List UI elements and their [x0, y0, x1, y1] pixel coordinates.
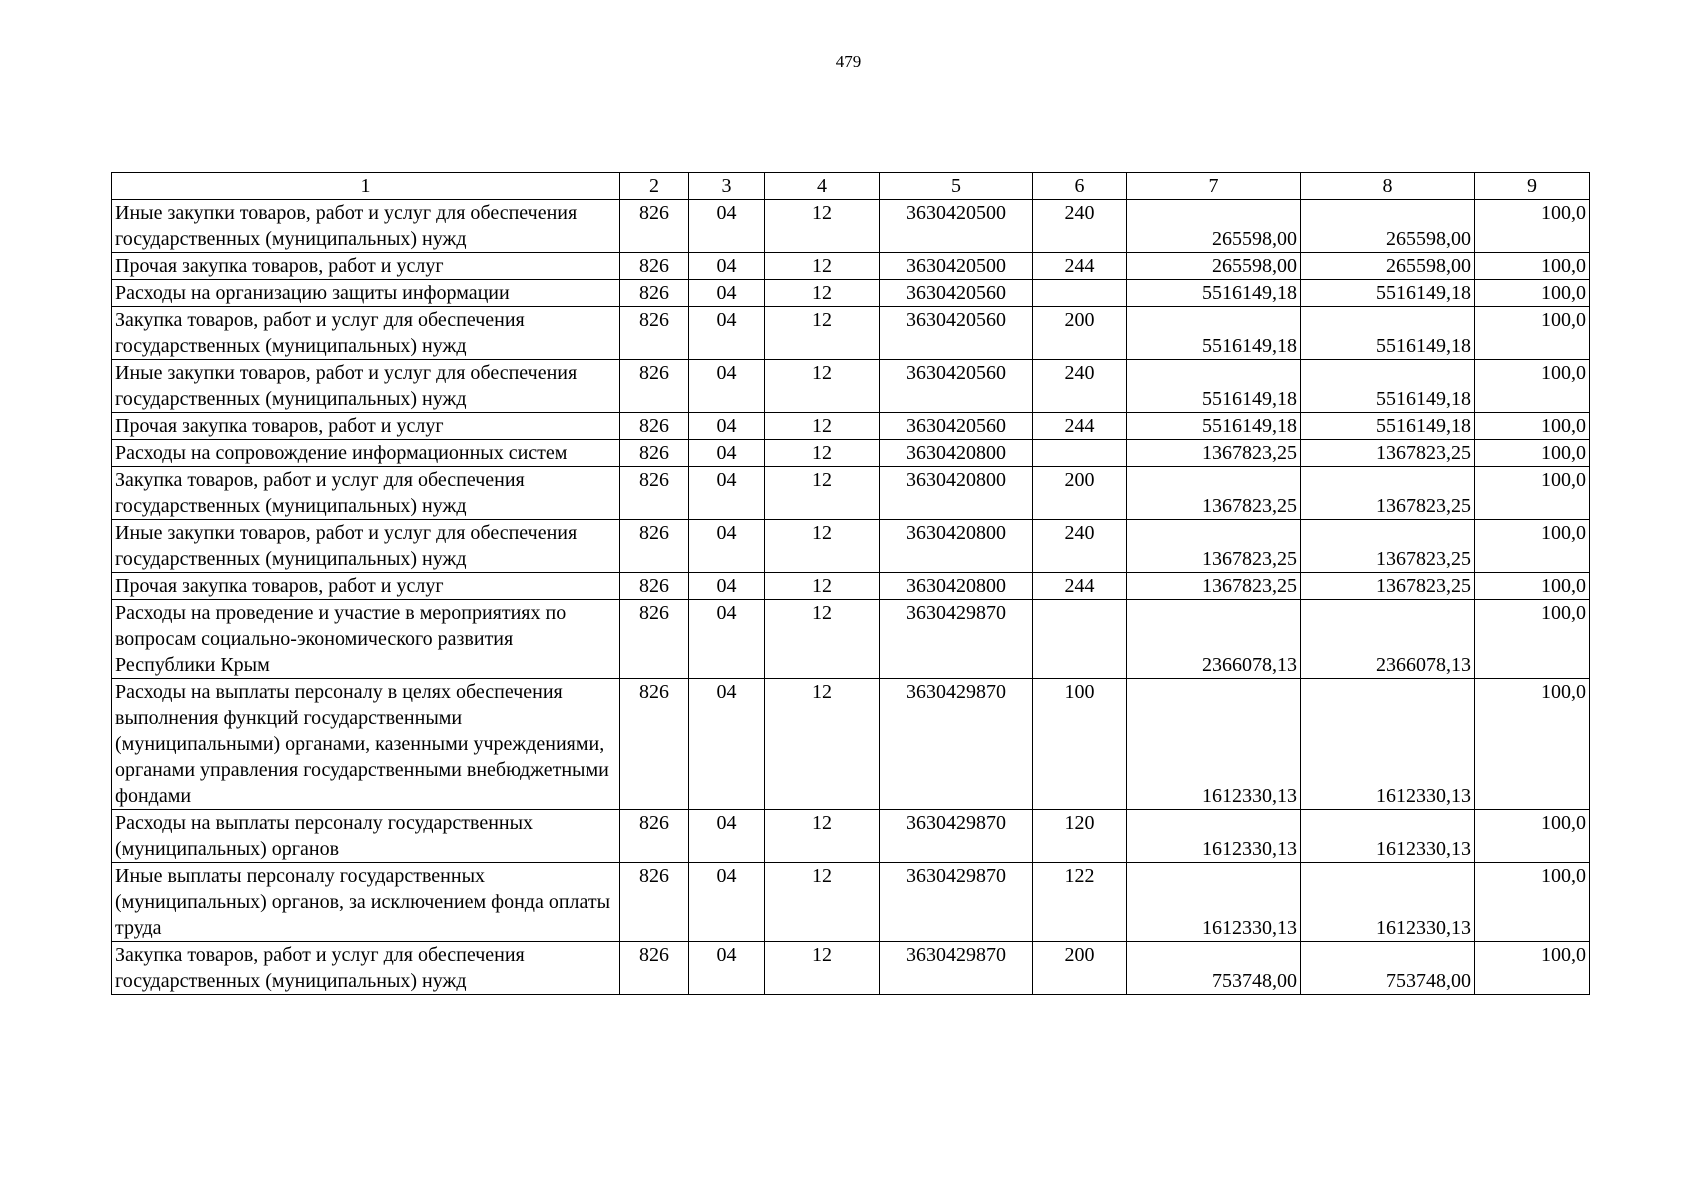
item-name-cell: Закупка товаров, работ и услуг для обеспечения государственных (муниципальных) нужд — [112, 942, 620, 995]
admin-code-cell: 826 — [620, 520, 689, 573]
budget-table — [111, 172, 1590, 995]
section-code-cell: 04 — [689, 600, 765, 679]
planned-amount-cell: 5516149,18 — [1127, 360, 1301, 413]
subsection-code-cell: 12 — [765, 679, 880, 810]
percent-cell: 100,0 — [1475, 600, 1590, 679]
executed-amount-cell: 1612330,13 — [1301, 679, 1475, 810]
percent-cell: 100,0 — [1475, 573, 1590, 600]
subsection-code-cell: 12 — [765, 360, 880, 413]
executed-amount-cell: 5516149,18 — [1301, 413, 1475, 440]
planned-amount-cell: 2366078,13 — [1127, 600, 1301, 679]
admin-code-cell: 826 — [620, 863, 689, 942]
subsection-code-cell: 12 — [765, 520, 880, 573]
table-row — [112, 600, 1590, 679]
admin-code-cell: 826 — [620, 253, 689, 280]
target-code-cell: 3630429870 — [880, 942, 1033, 995]
expense-type-cell: 240 — [1033, 520, 1127, 573]
header-cell: 3 — [689, 173, 765, 200]
section-code-cell: 04 — [689, 679, 765, 810]
expense-type-cell: 244 — [1033, 573, 1127, 600]
planned-amount-cell: 265598,00 — [1127, 200, 1301, 253]
target-code-cell: 3630420800 — [880, 520, 1033, 573]
subsection-code-cell: 12 — [765, 863, 880, 942]
header-cell: 1 — [112, 173, 620, 200]
planned-amount-cell: 1612330,13 — [1127, 810, 1301, 863]
executed-amount-cell: 5516149,18 — [1301, 307, 1475, 360]
percent-cell: 100,0 — [1475, 360, 1590, 413]
section-code-cell: 04 — [689, 573, 765, 600]
percent-cell: 100,0 — [1475, 679, 1590, 810]
expense-type-cell — [1033, 280, 1127, 307]
percent-cell: 100,0 — [1475, 440, 1590, 467]
section-code-cell: 04 — [689, 307, 765, 360]
planned-amount-cell: 1367823,25 — [1127, 440, 1301, 467]
percent-cell: 100,0 — [1475, 307, 1590, 360]
header-cell: 9 — [1475, 173, 1590, 200]
header-cell: 8 — [1301, 173, 1475, 200]
expense-type-cell: 200 — [1033, 467, 1127, 520]
page-number: 479 — [835, 52, 862, 71]
table-row — [112, 810, 1590, 863]
admin-code-cell: 826 — [620, 280, 689, 307]
item-name-cell: Иные закупки товаров, работ и услуг для обеспечения государственных (муниципальных) нужд — [112, 200, 620, 253]
expense-type-cell: 100 — [1033, 679, 1127, 810]
item-name-cell: Прочая закупка товаров, работ и услуг — [112, 253, 620, 280]
admin-code-cell: 826 — [620, 600, 689, 679]
table-row — [112, 679, 1590, 810]
subsection-code-cell: 12 — [765, 200, 880, 253]
header-row — [112, 173, 1590, 200]
table-row — [112, 467, 1590, 520]
percent-cell: 100,0 — [1475, 253, 1590, 280]
item-name-cell: Расходы на сопровождение информационных систем — [112, 440, 620, 467]
subsection-code-cell: 12 — [765, 810, 880, 863]
table-row — [112, 200, 1590, 253]
admin-code-cell: 826 — [620, 440, 689, 467]
planned-amount-cell: 1367823,25 — [1127, 573, 1301, 600]
expense-type-cell: 200 — [1033, 942, 1127, 995]
expense-type-cell: 244 — [1033, 253, 1127, 280]
target-code-cell: 3630420800 — [880, 467, 1033, 520]
executed-amount-cell: 5516149,18 — [1301, 280, 1475, 307]
percent-cell: 100,0 — [1475, 863, 1590, 942]
expense-type-cell: 120 — [1033, 810, 1127, 863]
admin-code-cell: 826 — [620, 573, 689, 600]
item-name-cell: Закупка товаров, работ и услуг для обеспечения государственных (муниципальных) нужд — [112, 307, 620, 360]
header-cell: 5 — [880, 173, 1033, 200]
subsection-code-cell: 12 — [765, 253, 880, 280]
target-code-cell: 3630420560 — [880, 280, 1033, 307]
item-name-cell: Иные закупки товаров, работ и услуг для обеспечения государственных (муниципальных) нужд — [112, 360, 620, 413]
planned-amount-cell: 5516149,18 — [1127, 307, 1301, 360]
subsection-code-cell: 12 — [765, 573, 880, 600]
section-code-cell: 04 — [689, 440, 765, 467]
section-code-cell: 04 — [689, 863, 765, 942]
planned-amount-cell: 265598,00 — [1127, 253, 1301, 280]
subsection-code-cell: 12 — [765, 280, 880, 307]
subsection-code-cell: 12 — [765, 413, 880, 440]
header-cell: 6 — [1033, 173, 1127, 200]
subsection-code-cell: 12 — [765, 307, 880, 360]
executed-amount-cell: 1612330,13 — [1301, 810, 1475, 863]
item-name-cell: Закупка товаров, работ и услуг для обеспечения государственных (муниципальных) нужд — [112, 467, 620, 520]
executed-amount-cell: 265598,00 — [1301, 253, 1475, 280]
admin-code-cell: 826 — [620, 200, 689, 253]
executed-amount-cell: 1612330,13 — [1301, 863, 1475, 942]
table-row — [112, 307, 1590, 360]
target-code-cell: 3630420800 — [880, 573, 1033, 600]
item-name-cell: Прочая закупка товаров, работ и услуг — [112, 413, 620, 440]
executed-amount-cell: 1367823,25 — [1301, 573, 1475, 600]
table-row — [112, 520, 1590, 573]
planned-amount-cell: 1367823,25 — [1127, 467, 1301, 520]
subsection-code-cell: 12 — [765, 440, 880, 467]
item-name-cell: Расходы на организацию защиты информации — [112, 280, 620, 307]
admin-code-cell: 826 — [620, 360, 689, 413]
admin-code-cell: 826 — [620, 942, 689, 995]
table-row — [112, 863, 1590, 942]
executed-amount-cell: 2366078,13 — [1301, 600, 1475, 679]
item-name-cell: Расходы на выплаты персоналу государственных (муниципальных) органов — [112, 810, 620, 863]
executed-amount-cell: 265598,00 — [1301, 200, 1475, 253]
target-code-cell: 3630420500 — [880, 253, 1033, 280]
subsection-code-cell: 12 — [765, 600, 880, 679]
expense-type-cell: 200 — [1033, 307, 1127, 360]
percent-cell: 100,0 — [1475, 520, 1590, 573]
planned-amount-cell: 1367823,25 — [1127, 520, 1301, 573]
section-code-cell: 04 — [689, 942, 765, 995]
table-row — [112, 360, 1590, 413]
table-row — [112, 942, 1590, 995]
target-code-cell: 3630420560 — [880, 360, 1033, 413]
executed-amount-cell: 1367823,25 — [1301, 520, 1475, 573]
expense-type-cell: 122 — [1033, 863, 1127, 942]
table-row — [112, 573, 1590, 600]
admin-code-cell: 826 — [620, 413, 689, 440]
subsection-code-cell: 12 — [765, 467, 880, 520]
header-cell: 4 — [765, 173, 880, 200]
executed-amount-cell: 1367823,25 — [1301, 440, 1475, 467]
section-code-cell: 04 — [689, 413, 765, 440]
header-cell: 7 — [1127, 173, 1301, 200]
target-code-cell: 3630429870 — [880, 600, 1033, 679]
expense-type-cell — [1033, 440, 1127, 467]
admin-code-cell: 826 — [620, 467, 689, 520]
planned-amount-cell: 1612330,13 — [1127, 863, 1301, 942]
executed-amount-cell: 1367823,25 — [1301, 467, 1475, 520]
section-code-cell: 04 — [689, 360, 765, 413]
header-cell: 2 — [620, 173, 689, 200]
planned-amount-cell: 5516149,18 — [1127, 280, 1301, 307]
section-code-cell: 04 — [689, 810, 765, 863]
admin-code-cell: 826 — [620, 307, 689, 360]
item-name-cell: Прочая закупка товаров, работ и услуг — [112, 573, 620, 600]
section-code-cell: 04 — [689, 253, 765, 280]
expense-type-cell: 240 — [1033, 200, 1127, 253]
section-code-cell: 04 — [689, 467, 765, 520]
percent-cell: 100,0 — [1475, 413, 1590, 440]
item-name-cell: Расходы на проведение и участие в мероприятиях по вопросам социально-экономического развития Республики Крым — [112, 600, 620, 679]
table-row — [112, 413, 1590, 440]
percent-cell: 100,0 — [1475, 467, 1590, 520]
percent-cell: 100,0 — [1475, 942, 1590, 995]
table-body — [112, 173, 1590, 995]
table-row — [112, 280, 1590, 307]
section-code-cell: 04 — [689, 200, 765, 253]
target-code-cell: 3630420500 — [880, 200, 1033, 253]
item-name-cell: Расходы на выплаты персоналу в целях обеспечения выполнения функций государственными (муниципальными) органами, казенными учреждениями, органами управления государственными внебюджетными фондами — [112, 679, 620, 810]
admin-code-cell: 826 — [620, 679, 689, 810]
planned-amount-cell: 1612330,13 — [1127, 679, 1301, 810]
section-code-cell: 04 — [689, 280, 765, 307]
item-name-cell: Иные закупки товаров, работ и услуг для обеспечения государственных (муниципальных) нужд — [112, 520, 620, 573]
executed-amount-cell: 753748,00 — [1301, 942, 1475, 995]
subsection-code-cell: 12 — [765, 942, 880, 995]
expense-type-cell: 244 — [1033, 413, 1127, 440]
executed-amount-cell: 5516149,18 — [1301, 360, 1475, 413]
admin-code-cell: 826 — [620, 810, 689, 863]
planned-amount-cell: 753748,00 — [1127, 942, 1301, 995]
table-row — [112, 440, 1590, 467]
target-code-cell: 3630429870 — [880, 679, 1033, 810]
item-name-cell: Иные выплаты персоналу государственных (муниципальных) органов, за исключением фонда оплаты труда — [112, 863, 620, 942]
target-code-cell: 3630420560 — [880, 307, 1033, 360]
percent-cell: 100,0 — [1475, 810, 1590, 863]
planned-amount-cell: 5516149,18 — [1127, 413, 1301, 440]
expense-type-cell — [1033, 600, 1127, 679]
target-code-cell: 3630420800 — [880, 440, 1033, 467]
section-code-cell: 04 — [689, 520, 765, 573]
table-row — [112, 253, 1590, 280]
expense-type-cell: 240 — [1033, 360, 1127, 413]
target-code-cell: 3630429870 — [880, 810, 1033, 863]
target-code-cell: 3630429870 — [880, 863, 1033, 942]
target-code-cell: 3630420560 — [880, 413, 1033, 440]
percent-cell: 100,0 — [1475, 280, 1590, 307]
percent-cell: 100,0 — [1475, 200, 1590, 253]
